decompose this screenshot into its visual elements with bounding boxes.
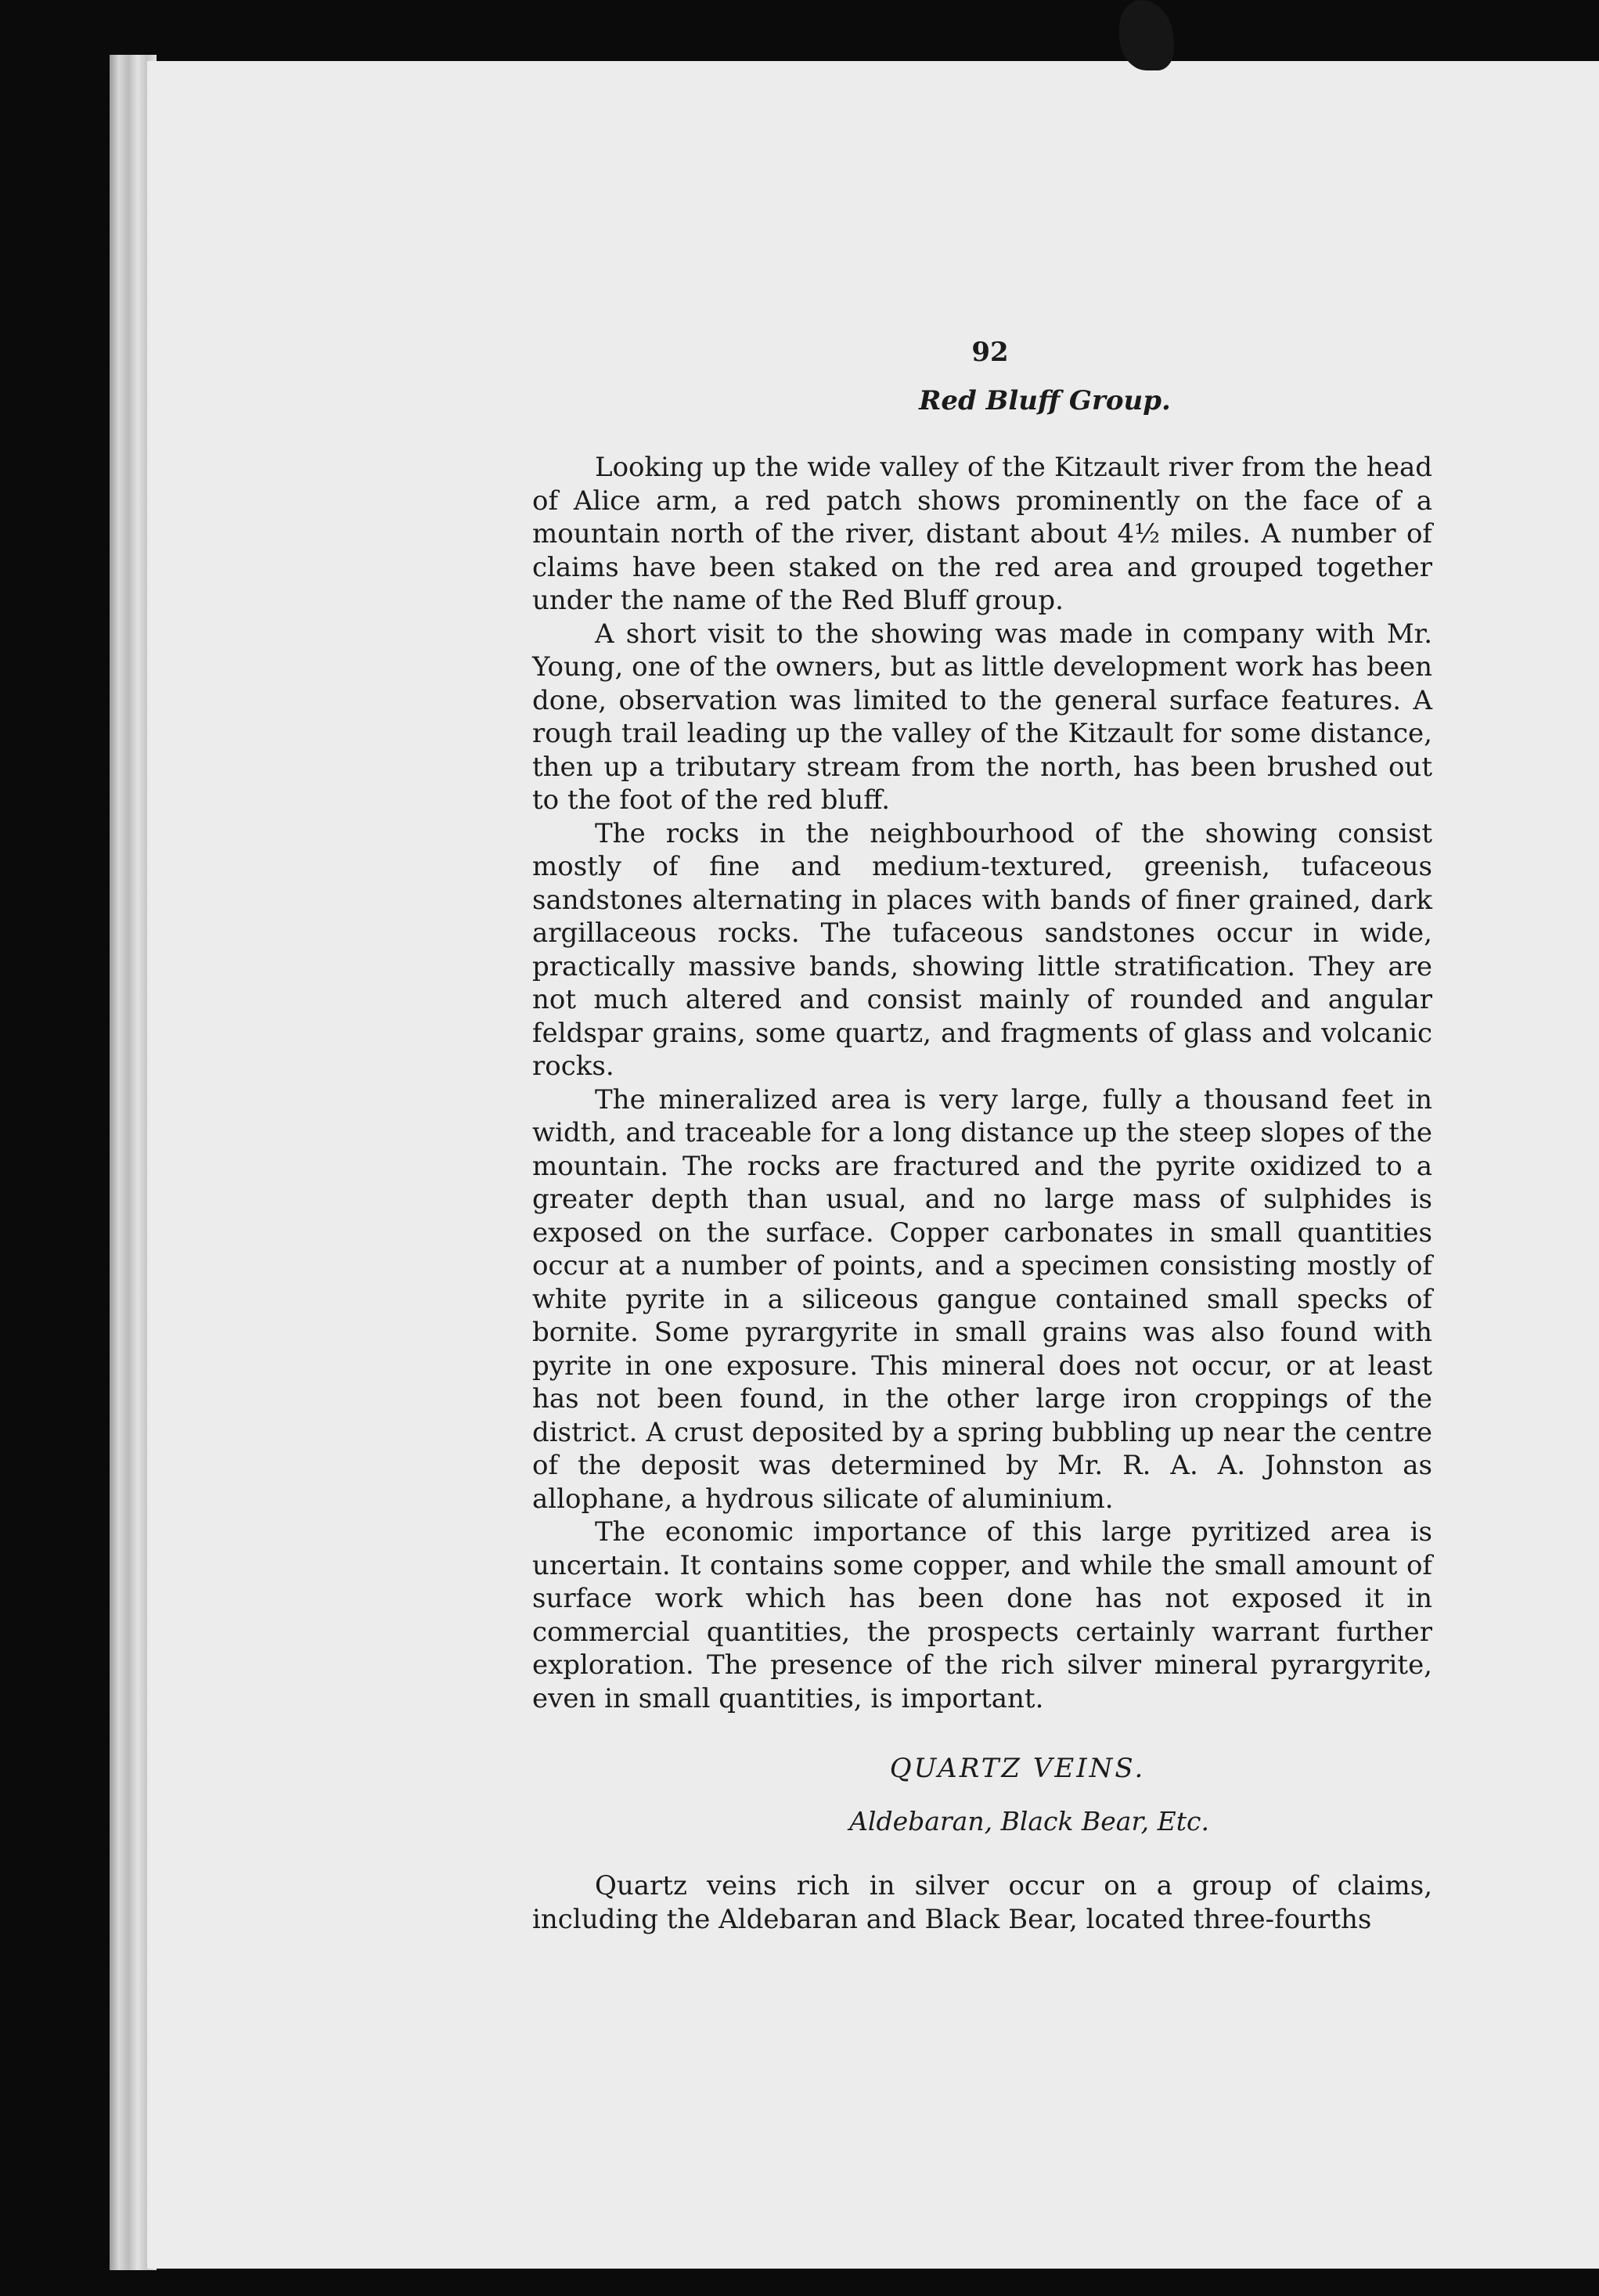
- paragraph-3: The rocks in the neighbourhood of the showing consist mostly of fine and medium-textured, greenish, tufaceous sandstones alternating in places with bands of finer grained, dark argillaceous rocks. The tufaceous sandstones occur in wide, practically massive bands, showing little stratification. They are not much altered and consist mainly of rounded and angular feldspar grains, some quartz, and fragments of glass and volcanic rocks.: [532, 817, 1432, 1082]
- scan-smudge-top: [1119, 0, 1174, 70]
- paragraph-5: The economic importance of this large pyritized area is uncertain. It contains some copper, and while the small amount of surface work which has been done has not exposed it in commercial quantities, the prospects certainly warrant further exploration. The presence of the rich silver mineral pyrargyrite, even in small quantities, is important.: [532, 1516, 1432, 1714]
- heading-quartz-veins: QUARTZ VEINS.: [889, 1753, 1146, 1784]
- page-number: 92: [971, 337, 1009, 368]
- section-title: Red Bluff Group.: [919, 385, 1171, 416]
- paragraph-4: The mineralized area is very large, fully a thousand feet in width, and traceable for a long distance up the steep slopes of the mountain. The rocks are fractured and the pyrite oxidized to a greater depth than usual, and no large mass of sulphides is exposed on the surface. Copper carbonates in small quantities occur at a number of points, and a specimen consisting mostly of white pyrite in a siliceous gangue contained small specks of bornite. Some pyrargyrite in small grains was also found with pyrite in one exposure. This mineral does not occur, or at least has not been found, in the other large iron croppings of the district. A crust deposited by a spring bubbling up near the centre of the deposit was determined by Mr. R. A. A. Johnston as allophane, a hydrous silicate of aluminium.: [532, 1083, 1432, 1515]
- subheading-aldebaran: Aldebaran, Black Bear, Etc.: [849, 1806, 1209, 1836]
- page-text: [532, 337, 1432, 1936]
- paragraph-1: Looking up the wide valley of the Kitzault river from the head of Alice arm, a red patch shows prominently on the face of a mountain north of the river, distant about 4½ miles. A number of claims have been staked on the red area and grouped together under the name of the Red Bluff group.: [532, 452, 1432, 616]
- paragraph-6: Quartz veins rich in silver occur on a group of claims, including the Aldebaran and Black Bear, located three-fourths: [532, 1870, 1432, 1935]
- paragraph-2: A short visit to the showing was made in company with Mr. Young, one of the owners, but as little development work has been done, observation was limited to the general surface features. A rough trail leading up the valley of the Kitzault for some distance, then up a tributary stream from the north, has been brushed out to the foot of the red bluff.: [532, 618, 1432, 816]
